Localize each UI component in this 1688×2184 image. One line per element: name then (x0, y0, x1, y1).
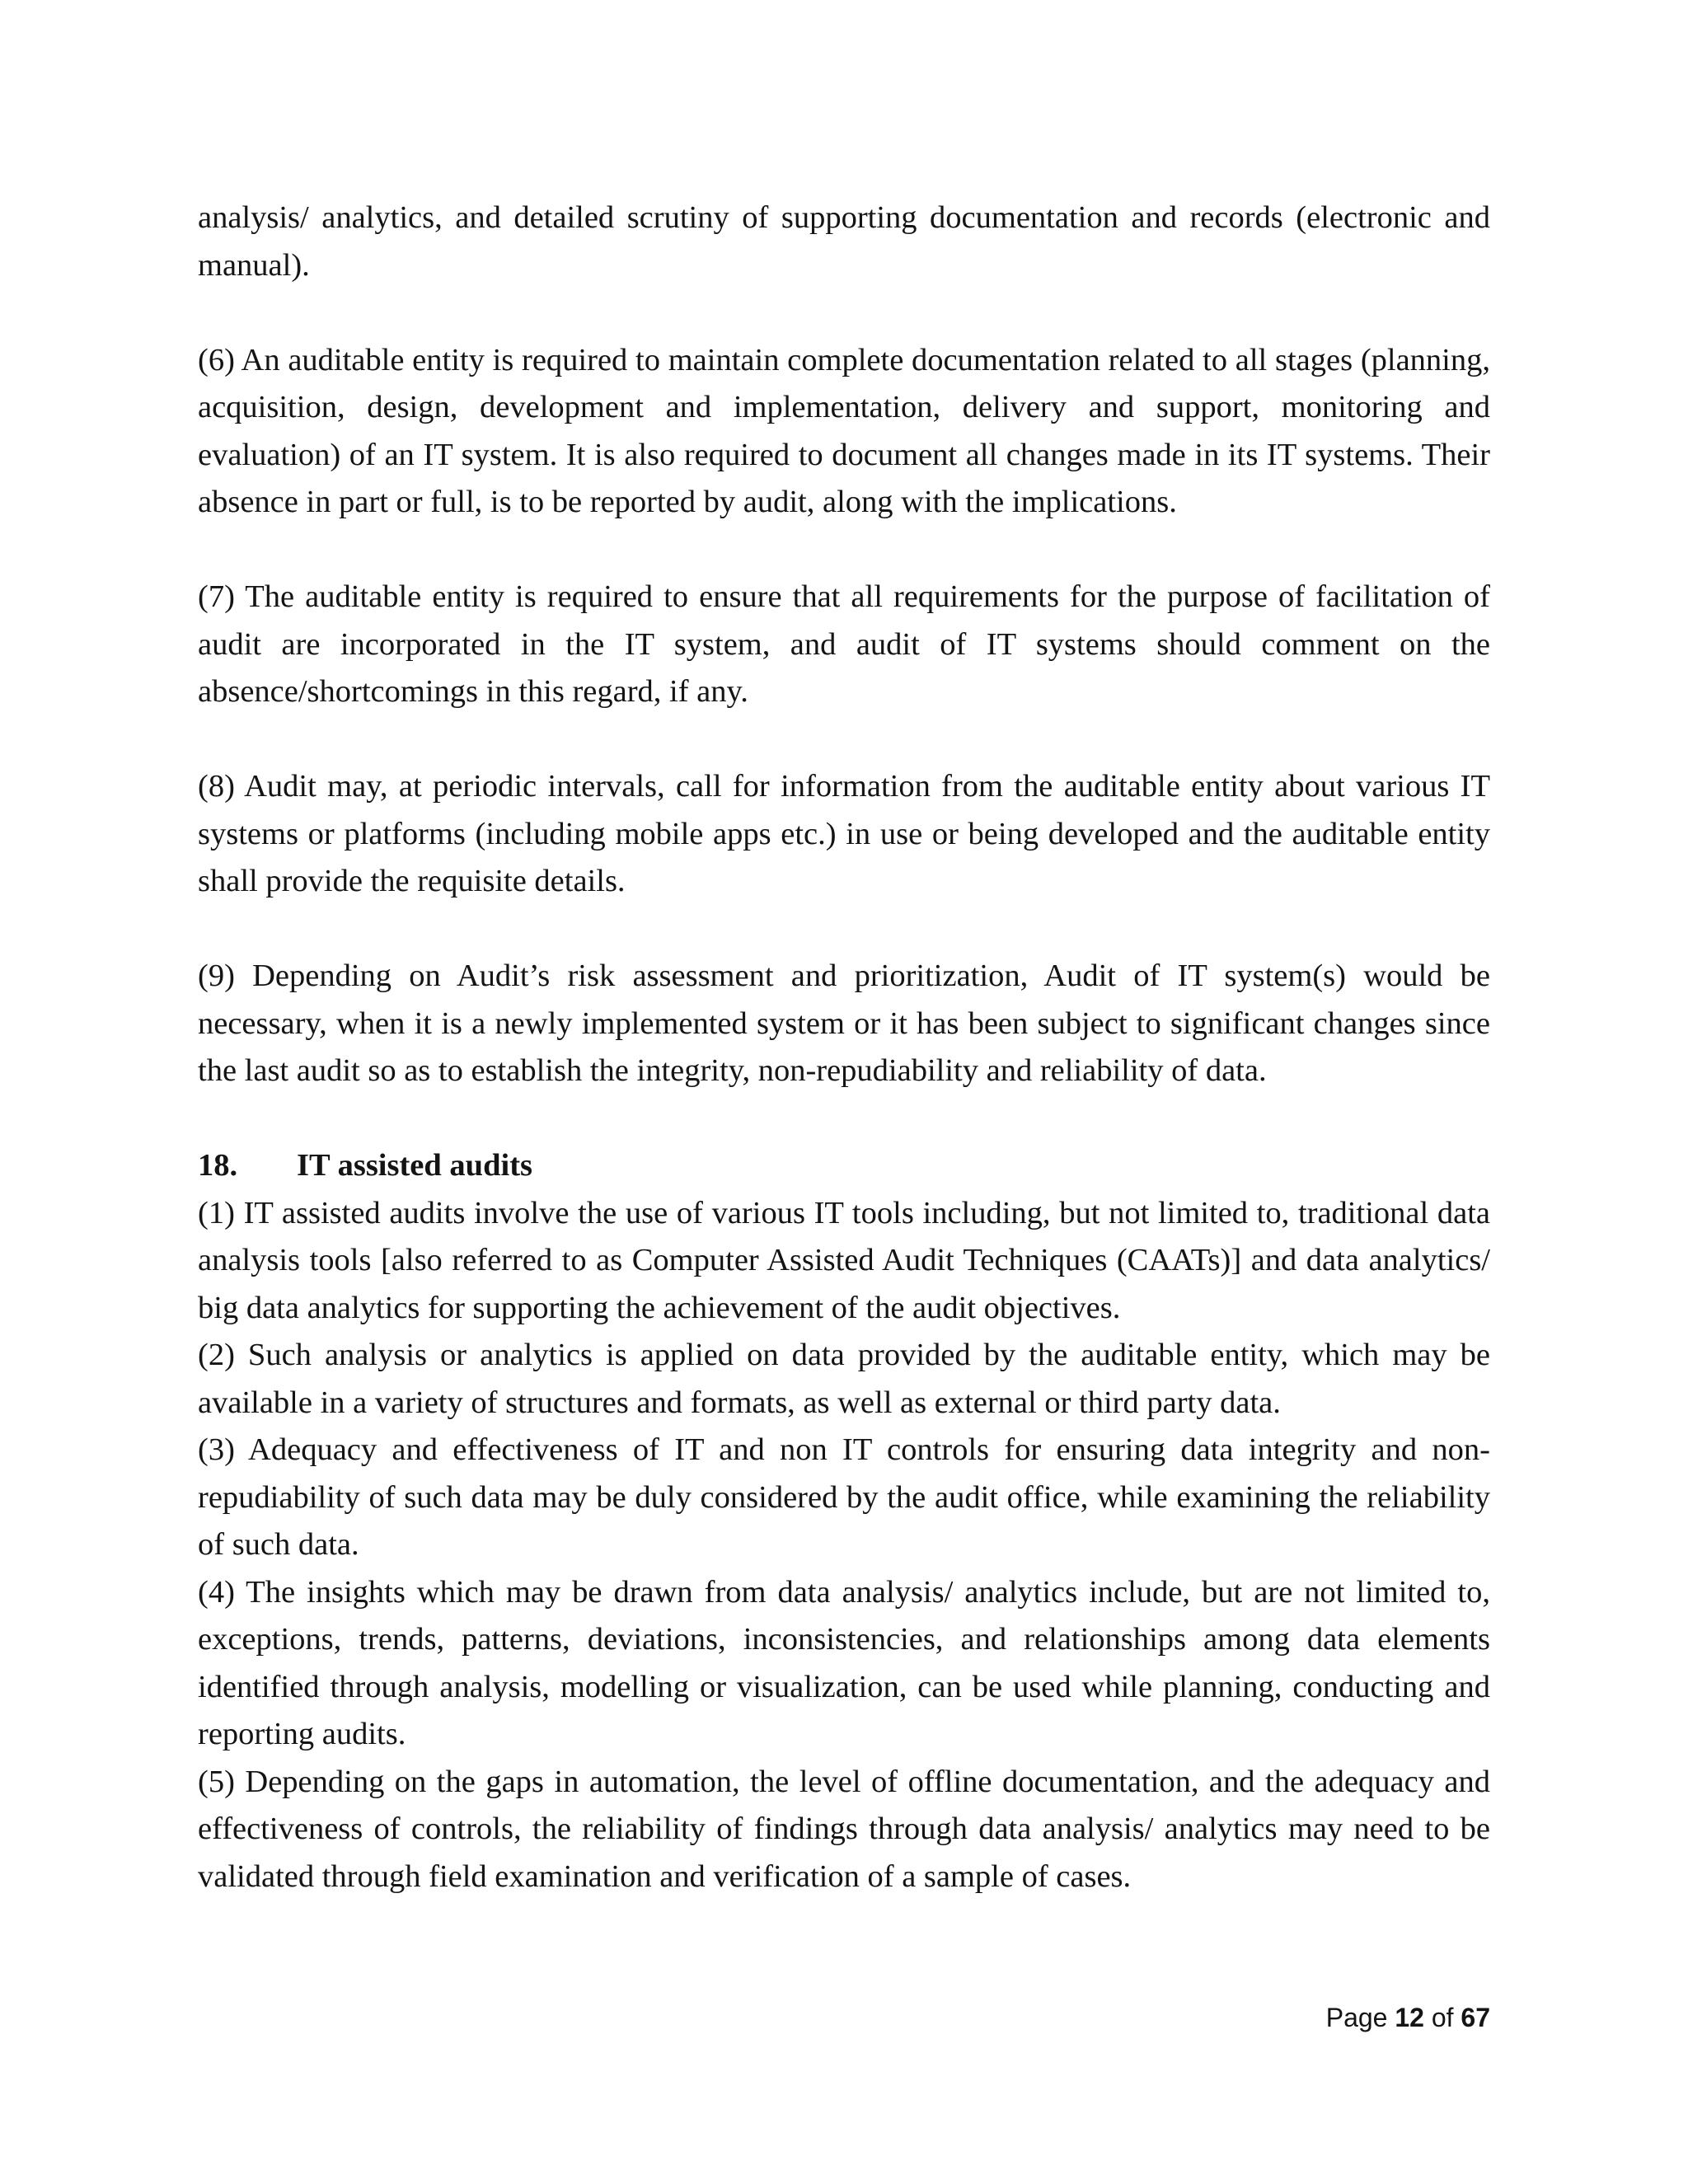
section-title: IT assisted audits (297, 1148, 533, 1183)
page-prefix: Page (1325, 2003, 1395, 2032)
section-item-1: (1) IT assisted audits involve the use of various IT tools including, but not limited to, traditional data analysis tools [also referred to as Computer Assisted Audit Techniques (CAATs)] and data analytics/ big data analytics for supporting the achievement of the audit objectives. (198, 1195, 1490, 1325)
section-heading (198, 1142, 1490, 1190)
page-of: of (1423, 2003, 1461, 2032)
section-number: 18. (198, 1148, 238, 1183)
section-item-3: (3) Adequacy and effectiveness of IT and non IT controls for ensuring data integrity and non-repudiability of such data may be duly considered by the audit office, while examining the reliability of such data. (198, 1432, 1490, 1562)
paragraph-6: (6) An auditable entity is required to maintain complete documentation related to all stages (planning, acquisition, design, development and implementation, delivery and support, monitoring and evaluation) of an IT system. It is also required to document all changes made in its IT systems. Their absence in part or full, is to be reported by audit, along with the implications. (198, 342, 1490, 519)
paragraph-9: (9) Depending on Audit’s risk assessment and prioritization, Audit of IT system(s) would be necessary, when it is a newly implemented system or it has been subject to significant changes since the last audit so as to establish the integrity, non-repudiability and reliability of data. (198, 958, 1490, 1088)
page-body (198, 194, 1490, 1900)
paragraph-7: (7) The auditable entity is required to ensure that all requirements for the purpose of facilitation of audit are incorporated in the IT system, and audit of IT systems should comment on the absence/shortcomings in this regard, if any. (198, 579, 1490, 709)
page-number: 12 (1395, 2003, 1424, 2032)
section-item-5: (5) Depending on the gaps in automation, the level of offline documentation, and the adequacy and effectiveness of controls, the reliability of findings through data analysis/ analytics may need to be validated through field examination and verification of a sample of cases. (198, 1764, 1490, 1894)
paragraph-continuation: analysis/ analytics, and detailed scrutiny of supporting documentation and records (electronic and manual). (198, 200, 1490, 283)
page-total: 67 (1461, 2003, 1490, 2032)
page-footer (1326, 2001, 1490, 2034)
section-item-2: (2) Such analysis or analytics is applied on data provided by the auditable entity, which may be available in a variety of structures and formats, as well as external or third party data. (198, 1338, 1490, 1420)
section-item-4: (4) The insights which may be drawn from data analysis/ analytics include, but are not limited to, exceptions, trends, patterns, deviations, inconsistencies, and relationships among data elements identified through analysis, modelling or visualization, can be used while planning, conducting and reporting audits. (198, 1574, 1490, 1751)
paragraph-8: (8) Audit may, at periodic intervals, call for information from the auditable entity about various IT systems or platforms (including mobile apps etc.) in use or being developed and the auditable entity shall provide the requisite details. (198, 769, 1490, 898)
